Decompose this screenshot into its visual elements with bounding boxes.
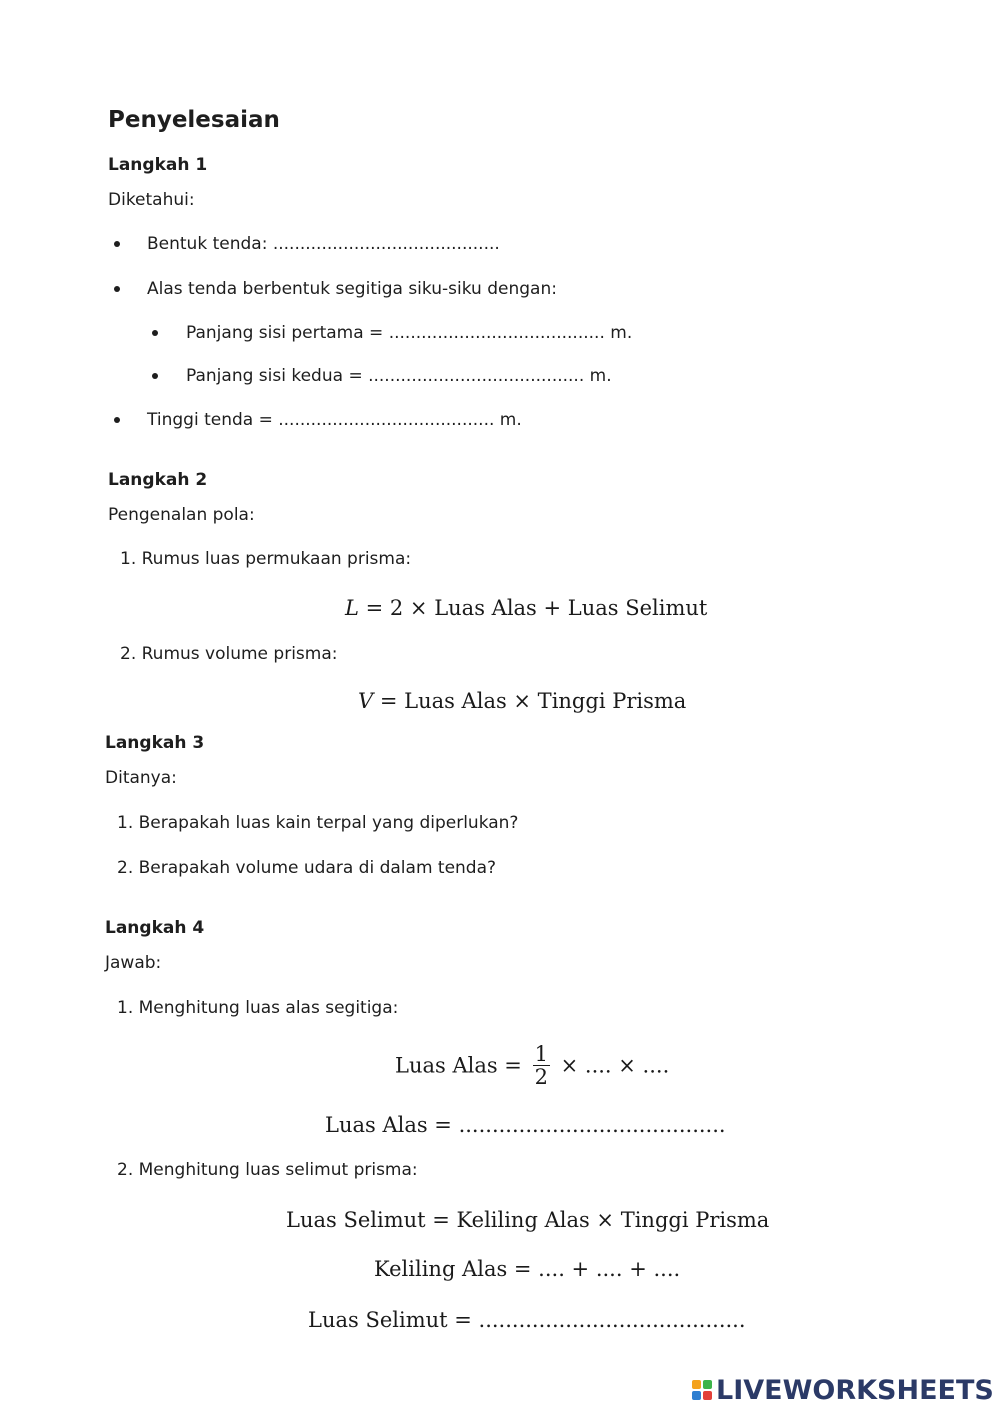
answer-item-base: 1. Menghitung luas alas segitiga: [117, 998, 399, 1018]
bullet-icon [114, 241, 120, 247]
step3-label: Ditanya: [105, 768, 177, 788]
lateral-area-result: Luas Selimut = ........................................ [308, 1308, 746, 1332]
bullet-icon [152, 373, 158, 379]
step2-heading: Langkah 2 [108, 470, 208, 490]
surface-area-formula: L = 2 × Luas Alas + Luas Selimut [345, 596, 708, 620]
known-tent-shape: Bentuk tenda: .......................................... [147, 234, 500, 254]
step3-heading: Langkah 3 [105, 733, 205, 753]
known-first-side: Panjang sisi pertama = ........................................ m. [186, 323, 633, 343]
known-second-side: Panjang sisi kedua = ........................................ m. [186, 366, 612, 386]
step1-label: Diketahui: [108, 190, 195, 210]
step1-heading: Langkah 1 [108, 155, 208, 175]
known-tent-height: Tinggi tenda = ........................................ m. [147, 410, 522, 430]
known-base-description: Alas tenda berbentuk segitiga siku-siku dengan: [147, 279, 557, 299]
pattern-item-surface: 1. Rumus luas permukaan prisma: [120, 549, 412, 569]
logo-text: LIVEWORKSHEETS [716, 1374, 994, 1406]
step4-label: Jawab: [105, 953, 162, 973]
bullet-icon [114, 417, 120, 423]
answer-item-lateral: 2. Menghitung luas selimut prisma: [117, 1160, 418, 1180]
question-2: 2. Berapakah volume udara di dalam tenda? [117, 858, 497, 878]
base-area-result: Luas Alas = ........................................ [325, 1113, 726, 1137]
volume-formula: V = Luas Alas × Tinggi Prisma [358, 689, 687, 713]
liveworksheets-logo [692, 1372, 994, 1408]
base-perimeter-formula: Keliling Alas = .... + .... + .... [374, 1257, 681, 1281]
one-half-fraction: $\frac{1}{2}$ [534, 1042, 548, 1089]
step4-heading: Langkah 4 [105, 918, 205, 938]
page-title: Penyelesaian [108, 107, 280, 133]
step2-label: Pengenalan pola: [108, 505, 255, 525]
question-1: 1. Berapakah luas kain terpal yang diperlukan? [117, 813, 519, 833]
bullet-icon [114, 286, 120, 292]
logo-grid-icon [692, 1380, 712, 1400]
lateral-area-formula: Luas Selimut = Keliling Alas × Tinggi Prisma [286, 1208, 770, 1232]
bullet-icon [152, 330, 158, 336]
pattern-item-volume: 2. Rumus volume prisma: [120, 644, 338, 664]
base-area-fraction-formula: Luas Alas = $\frac{1}{2}$ × .... × .... [395, 1042, 670, 1089]
